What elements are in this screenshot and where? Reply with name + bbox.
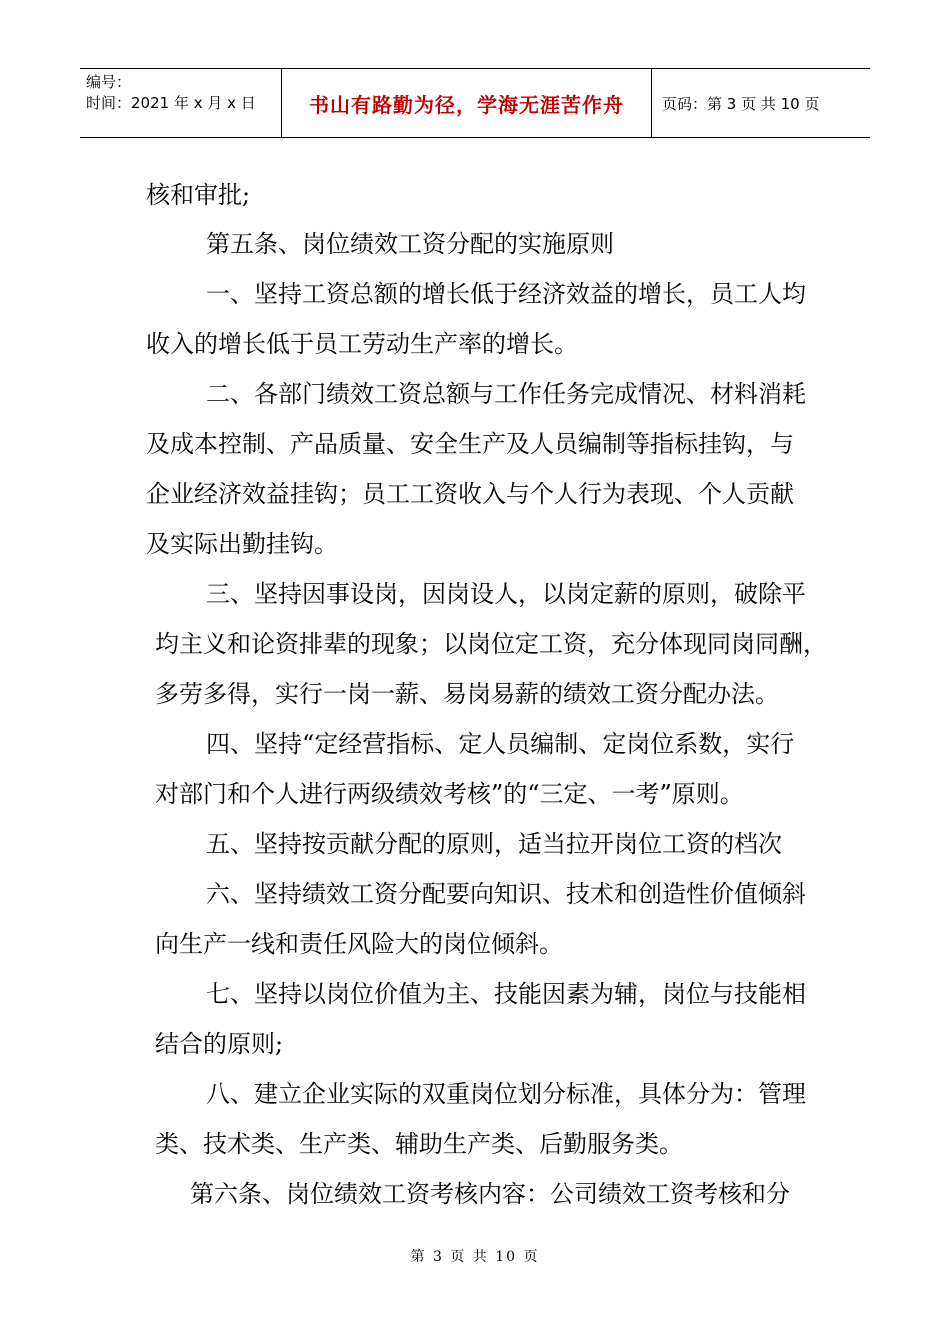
- body-line: 五、坚持按贡献分配的原则，适当拉开岗位工资的档次: [206, 830, 782, 858]
- body-line: 多劳多得，实行一岗一薪、易岗易薪的绩效工资分配办法。: [155, 680, 779, 708]
- page-footer: 第 3 页 共 10 页: [410, 1249, 540, 1265]
- header-motto: 书山有路勤为径，学海无涯苦作舟: [309, 92, 624, 117]
- body-line: 三、坚持因事设岗，因岗设人，以岗定薪的原则，破除平: [206, 580, 806, 608]
- body-line: 均主义和论资排辈的现象；以岗位定工资，充分体现同岗同酬，: [155, 630, 827, 658]
- body-line: 对部门和个人进行两级绩效考核”的“三定、一考”原则。: [155, 780, 744, 808]
- body-line: 七、坚持以岗位价值为主、技能因素为辅，岗位与技能相: [206, 980, 806, 1008]
- header-motto-cell: [282, 69, 652, 137]
- body-line: 及实际出勤挂钩。: [146, 530, 338, 558]
- body-line: 四、坚持“定经营指标、定人员编制、定岗位系数，实行: [206, 730, 795, 758]
- page-header: [80, 68, 870, 138]
- header-page-info-cell: [652, 69, 870, 137]
- body-line: 核和审批;: [146, 181, 251, 209]
- body-line: 向生产一线和责任风险大的岗位倾斜。: [155, 930, 563, 958]
- body-line: 及成本控制、产品质量、安全生产及人员编制等指标挂钩，与: [146, 430, 794, 458]
- body-line: 一、坚持工资总额的增长低于经济效益的增长，员工人均: [206, 280, 806, 308]
- body-line: 类、技术类、生产类、辅助生产类、后勤服务类。: [155, 1130, 683, 1158]
- document-time-label: 时间：2021 年 x 月 x 日: [86, 94, 256, 112]
- body-line: 结合的原则;: [155, 1030, 284, 1058]
- article-heading: 第五条、岗位绩效工资分配的实施原则: [206, 230, 614, 258]
- header-left-cell: [80, 69, 282, 137]
- body-line: 六、坚持绩效工资分配要向知识、技术和创造性价值倾斜: [206, 880, 806, 908]
- body-line: 二、各部门绩效工资总额与工作任务完成情况、材料消耗: [206, 380, 806, 408]
- body-line: 收入的增长低于员工劳动生产率的增长。: [146, 330, 578, 358]
- document-number-label: 编号：: [86, 73, 132, 91]
- body-line: 八、建立企业实际的双重岗位划分标准，具体分为：管理: [206, 1080, 806, 1108]
- article-heading: 第六条、岗位绩效工资考核内容：公司绩效工资考核和分: [190, 1180, 790, 1208]
- header-page-info: 页码：第 3 页 共 10 页: [662, 94, 820, 113]
- body-line: 企业经济效益挂钩；员工工资收入与个人行为表现、个人贡献: [146, 480, 794, 508]
